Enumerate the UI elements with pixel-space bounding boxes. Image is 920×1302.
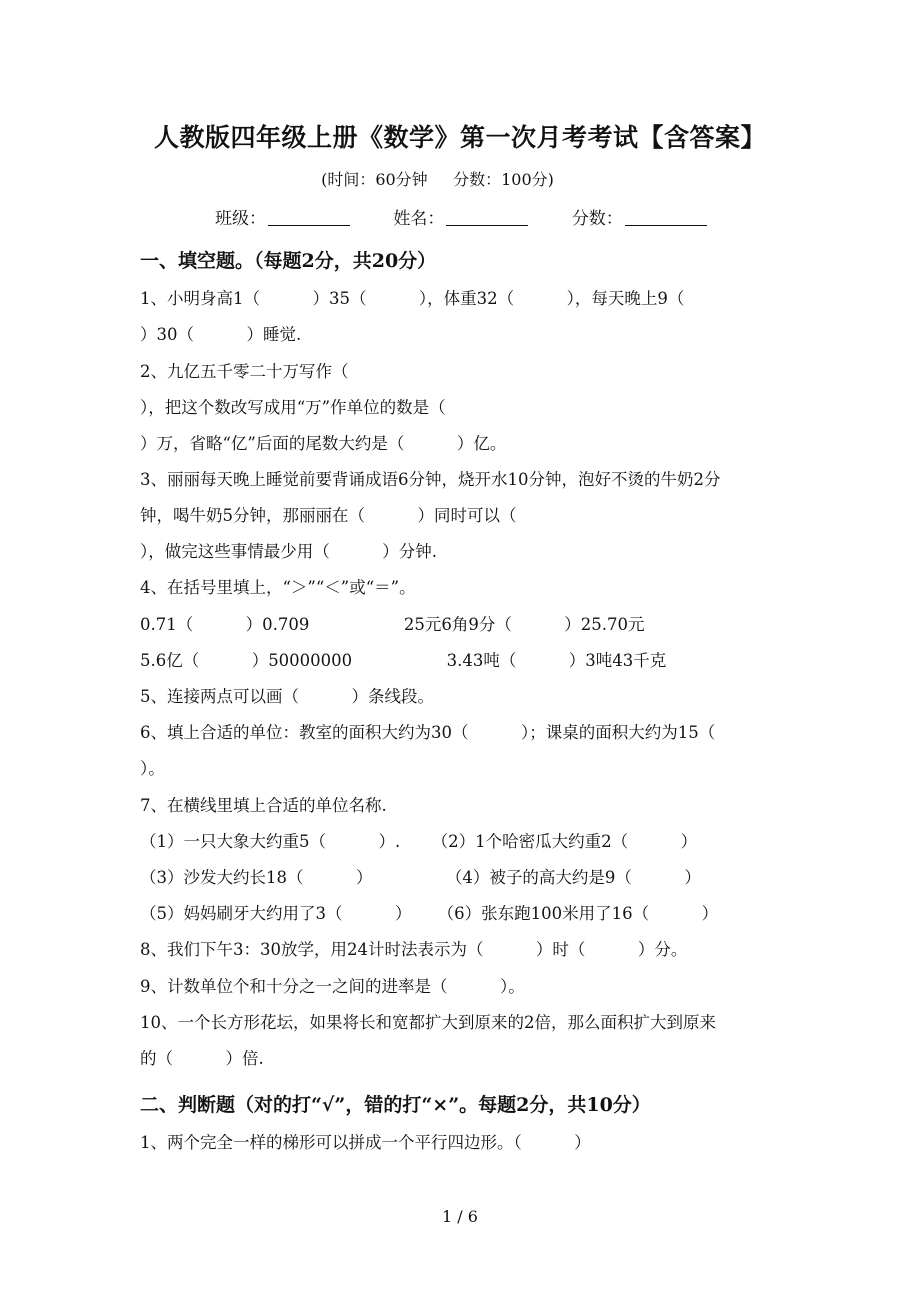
question-line: ），做完这些事情最少用（ ）分钟. bbox=[140, 542, 437, 561]
question-line: ），把这个数改写成用“万”作单位的数是（ bbox=[140, 398, 446, 417]
exam-title: 人教版四年级上册《数学》第一次月考考试【含答案】 bbox=[153, 123, 766, 152]
section-1-heading: 一、填空题。（每题2分，共20分） bbox=[140, 250, 437, 272]
score-blank[interactable] bbox=[625, 209, 707, 226]
question-line: 0.71（ ）0.709 25元6角9分（ ）25.70元 bbox=[140, 615, 645, 634]
name-blank[interactable] bbox=[446, 209, 528, 226]
question-line: （3）沙发大约长18（ ） （4）被子的高大约是9（ ） bbox=[140, 868, 701, 887]
class-blank[interactable] bbox=[268, 209, 350, 226]
class-field bbox=[215, 204, 350, 229]
section-2-heading: 二、判断题（对的打“√”，错的打“×”。每题2分，共10分） bbox=[140, 1094, 651, 1116]
question-line: 8、我们下午3：30放学，用24计时法表示为（ ）时（ ）分。 bbox=[140, 940, 688, 959]
class-label: 班级： bbox=[215, 209, 266, 229]
question-line: 3、丽丽每天晚上睡觉前要背诵成语6分钟，烧开水10分钟，泡好不烫的牛奶2分 bbox=[140, 470, 721, 489]
name-field bbox=[393, 204, 528, 229]
question-line: ）万，省略“亿”后面的尾数大约是（ ）亿。 bbox=[140, 434, 507, 453]
question-line: 4、在括号里填上，“＞”“＜”或“＝”。 bbox=[140, 578, 416, 597]
question-line: 钟，喝牛奶5分钟，那丽丽在（ ）同时可以（ bbox=[140, 506, 517, 525]
name-label: 姓名： bbox=[393, 209, 445, 229]
score-field bbox=[572, 204, 707, 229]
student-info-row bbox=[215, 204, 707, 229]
exam-subtitle: (时间：60分钟 分数：100分) bbox=[321, 170, 554, 189]
question-line: 5.6亿（ ）50000000 3.43吨（ ）3吨43千克 bbox=[140, 651, 667, 670]
question-line: 5、连接两点可以画（ ）条线段。 bbox=[140, 687, 434, 706]
question-line: 6、填上合适的单位：教室的面积大约为30（ ）；课桌的面积大约为15（ bbox=[140, 723, 716, 742]
score-label: 分数： bbox=[571, 209, 623, 229]
question-line: 7、在横线里填上合适的单位名称. bbox=[140, 796, 387, 815]
question-line: ）30（ ）睡觉. bbox=[140, 325, 302, 344]
question-line: 1、小明身高1（ ）35（ ），体重32（ ），每天晚上9（ bbox=[140, 289, 685, 308]
question-line: 的（ ）倍. bbox=[140, 1049, 264, 1068]
page-number: 1 / 6 bbox=[442, 1207, 478, 1226]
question-line: 1、两个完全一样的梯形可以拼成一个平行四边形。（ ） bbox=[140, 1133, 591, 1152]
question-line: （1）一只大象大约重5（ ）. （2）1个哈密瓜大约重2（ ） bbox=[140, 832, 698, 851]
question-line: （5）妈妈刷牙大约用了3（ ） （6）张东跑100米用了16（ ） bbox=[140, 904, 719, 923]
question-line: ）。 bbox=[140, 759, 165, 778]
question-line: 2、九亿五千零二十万写作（ bbox=[140, 362, 349, 381]
question-line: 10、一个长方形花坛，如果将长和宽都扩大到原来的2倍，那么面积扩大到原来 bbox=[140, 1013, 716, 1032]
question-line: 9、计数单位个和十分之一之间的进率是（ ）。 bbox=[140, 977, 525, 996]
